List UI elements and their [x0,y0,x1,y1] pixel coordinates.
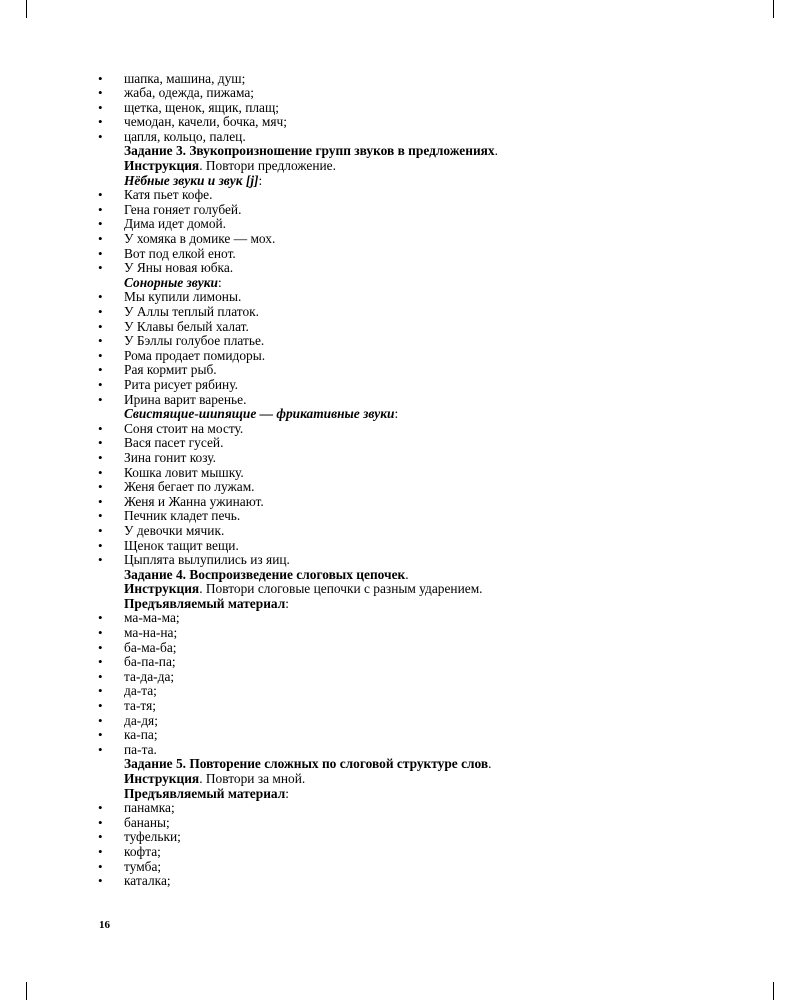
section-line [0,407,800,422]
list-item [0,334,800,349]
text-segment: туфельки; [124,829,181,845]
line-text [124,568,409,583]
line-text [124,363,217,378]
text-segment: Задание 5. Повторение сложных по слоговой структуре слов [124,756,489,772]
line-text [124,830,181,845]
line-text [124,393,246,408]
bullet-icon: • [98,128,103,144]
text-segment: Соня стоит на мосту. [124,420,244,436]
text-segment: Цыплята вылупились из яиц. [124,552,290,568]
bullet-icon: • [98,216,103,232]
list-item [0,830,800,845]
line-text [124,451,216,466]
list-item [0,422,800,437]
bullet-icon: • [98,464,103,480]
text-segment: та-да-да; [124,668,175,684]
text-segment: : [258,172,263,188]
section-line [0,159,800,174]
line-text [124,553,290,568]
line-text [124,320,249,335]
text-segment: тумба; [124,858,162,874]
bullet-icon: • [98,187,103,203]
page-content [0,72,800,889]
list-item [0,553,800,568]
text-segment: Ирина варит варенье. [124,391,247,407]
line-text [124,582,483,597]
text-segment: У Яны новая юбка. [124,260,234,276]
line-text [124,261,233,276]
line-text [124,247,236,262]
line-text [124,655,176,670]
text-segment: Женя бегает по лужам. [124,479,255,495]
section-line [0,144,800,159]
text-segment: Предъявляемый материал [124,785,286,801]
bullet-icon: • [98,99,103,115]
line-text [124,115,287,130]
text-segment: ма-ма-ма; [124,610,180,626]
bullet-icon: • [98,260,103,276]
line-text [124,72,245,87]
text-segment: ка-па; [124,727,158,743]
text-segment: У Бэллы голубое платье. [124,333,265,349]
list-item [0,349,800,364]
line-text [124,101,279,116]
bullet-icon: • [98,85,103,101]
list-item [0,305,800,320]
list-item [0,860,800,875]
line-text [124,276,222,291]
list-item [0,539,800,554]
line-text [124,305,259,320]
crop-mark-top-right [773,0,774,18]
text-segment: . Повтори предложение. [199,158,336,174]
line-text [124,874,171,889]
bullet-icon: • [98,493,103,509]
text-segment: Мы купили лимоны. [124,289,242,305]
text-segment: . Повтори слоговые цепочки с разным ударением. [199,581,483,597]
list-item [0,232,800,247]
line-text [124,495,264,510]
bullet-icon: • [98,712,103,728]
text-segment: ма-на-на; [124,625,178,641]
line-text [124,159,336,174]
line-text [124,597,289,612]
text-segment: па-та. [124,741,157,757]
line-text [124,407,398,422]
text-segment: Рая кормит рыб. [124,362,217,378]
bullet-icon: • [98,625,103,641]
list-item [0,436,800,451]
line-text [124,217,226,232]
line-text [124,728,158,743]
bullet-icon: • [98,727,103,743]
text-segment: Свистящие-шипящие — фрикативные звуки [124,406,395,422]
text-segment: Задание 4. Воспроизведение слоговых цепочек [124,566,406,582]
list-item [0,480,800,495]
list-item [0,874,800,889]
text-segment: : [217,274,222,290]
text-segment: Рома продает помидоры. [124,347,266,363]
list-item [0,247,800,262]
list-item [0,743,800,758]
text-segment: Печник кладет печь. [124,508,241,524]
bullet-icon: • [98,333,103,349]
list-item [0,188,800,203]
line-text [124,801,175,816]
bullet-icon: • [98,552,103,568]
text-segment: Женя и Жанна ужинают. [124,493,264,509]
section-line [0,787,800,802]
text-segment: Кошка ловит мышку. [124,464,244,480]
list-item [0,86,800,101]
text-segment: панамка; [124,800,175,816]
bullet-icon: • [98,231,103,247]
text-segment: Инструкция [124,581,200,597]
section-line [0,772,800,787]
section-line [0,568,800,583]
bullet-icon: • [98,347,103,363]
list-item [0,611,800,626]
line-text [124,509,240,524]
bullet-icon: • [98,668,103,684]
crop-mark-bottom-right [773,982,774,1000]
bullet-icon: • [98,70,103,86]
list-item [0,290,800,305]
section-line [0,276,800,291]
list-item [0,495,800,510]
list-item [0,261,800,276]
text-segment: да-та; [124,683,157,699]
bullet-icon: • [98,683,103,699]
bullet-icon: • [98,698,103,714]
line-text [124,334,264,349]
list-item [0,509,800,524]
line-text [124,378,238,393]
line-text [124,787,289,802]
text-segment: Зина гонит козу. [124,449,216,465]
text-segment: : [394,406,399,422]
list-item [0,801,800,816]
line-text [124,436,223,451]
bullet-icon: • [98,289,103,305]
list-item [0,699,800,714]
line-text [124,130,246,145]
text-segment: Щенок тащит вещи. [124,537,239,553]
text-segment: Гена гоняет голубей. [124,201,242,217]
bullet-icon: • [98,376,103,392]
crop-mark-top-left [26,0,27,18]
section-line [0,174,800,189]
line-text [124,757,492,772]
bullet-icon: • [98,318,103,334]
line-text [124,670,174,685]
text-segment: каталка; [124,873,171,889]
line-text [124,714,158,729]
bullet-icon: • [98,508,103,524]
line-text [124,772,305,787]
list-item [0,714,800,729]
text-segment: ба-па-па; [124,654,176,670]
list-item [0,363,800,378]
text-segment: Сонорные звуки [124,274,218,290]
bullet-icon: • [98,391,103,407]
text-segment: ба-ма-ба; [124,639,177,655]
line-text [124,699,156,714]
text-segment: кофта; [124,843,161,859]
list-item [0,378,800,393]
text-segment: У девочки мячик. [124,522,225,538]
bullet-icon: • [98,537,103,553]
text-segment: . [488,756,492,772]
line-text [124,684,157,699]
line-text [124,626,177,641]
crop-mark-bottom-left [26,982,27,1000]
text-segment: та-тя; [124,698,156,714]
bullet-icon: • [98,449,103,465]
bullet-icon: • [98,858,103,874]
text-segment: У Клавы белый халат. [124,318,249,334]
list-item [0,641,800,656]
text-segment: . [494,143,498,159]
text-segment: . [405,566,409,582]
line-text [124,203,241,218]
bullet-icon: • [98,435,103,451]
bullet-icon: • [98,245,103,261]
text-segment: шапка, машина, душ; [124,70,246,86]
list-item [0,655,800,670]
list-item [0,101,800,116]
text-segment: жаба, одежда, пижама; [124,85,254,101]
bullet-icon: • [98,873,103,889]
list-item [0,451,800,466]
text-segment: : [285,595,289,611]
bullet-icon: • [98,479,103,495]
line-text [124,845,161,860]
line-text [124,816,170,831]
line-text [124,743,157,758]
bullet-icon: • [98,654,103,670]
text-segment: щетка, щенок, ящик, плащ; [124,99,280,115]
list-item [0,393,800,408]
text-segment: чемодан, качели, бочка, мяч; [124,114,287,130]
text-segment: да-дя; [124,712,158,728]
text-segment: Инструкция [124,771,200,786]
bullet-icon: • [98,741,103,757]
list-item [0,524,800,539]
bullet-icon: • [98,829,103,845]
bullet-icon: • [98,420,103,436]
bullet-icon: • [98,304,103,319]
line-text [124,232,275,247]
text-segment: . Повтори за мной. [199,771,306,786]
text-segment: У Аллы теплый платок. [124,304,260,319]
bullet-icon: • [98,639,103,655]
line-text [124,290,241,305]
bullet-icon: • [98,362,103,378]
line-text [124,349,265,364]
list-item [0,845,800,860]
section-line [0,757,800,772]
list-item [0,320,800,335]
text-segment: Вот под елкой енот. [124,245,236,261]
list-item [0,217,800,232]
list-item [0,130,800,145]
line-text [124,524,224,539]
text-segment: Задание 3. Звукопроизношение групп звуков в предложениях [124,143,495,159]
line-text [124,480,255,495]
line-text [124,641,176,656]
section-line [0,597,800,612]
text-segment: Предъявляемый материал [124,595,286,611]
section-line [0,582,800,597]
list-item [0,626,800,641]
bullet-icon: • [98,800,103,816]
text-segment: : [285,785,289,801]
text-segment: бананы; [124,814,170,830]
list-item [0,728,800,743]
bullet-icon: • [98,522,103,538]
list-item [0,816,800,831]
line-text [124,144,498,159]
text-segment: Инструкция [124,158,200,174]
line-text [124,860,161,875]
line-text [124,188,212,203]
list-item [0,203,800,218]
bullet-icon: • [98,610,103,626]
list-item [0,670,800,685]
line-text [124,466,244,481]
line-text [124,611,180,626]
bullet-icon: • [98,114,103,130]
text-segment: Вася пасет гусей. [124,435,224,451]
line-text [124,174,262,189]
line-text [124,422,243,437]
page-number: 16 [99,919,110,931]
bullet-icon: • [98,814,103,830]
text-segment: цапля, кольцо, палец. [124,128,246,144]
line-text [124,86,254,101]
list-item [0,684,800,699]
text-segment: Катя пьет кофе. [124,187,213,203]
list-item [0,115,800,130]
text-segment: Рита рисует рябину. [124,376,238,392]
bullet-icon: • [98,843,103,859]
text-segment: У хомяка в домике — мох. [124,231,276,247]
list-item [0,466,800,481]
text-segment: Нёбные звуки и звук [j] [124,172,259,188]
text-segment: Дима идет домой. [124,216,227,232]
bullet-icon: • [98,201,103,217]
list-item [0,72,800,87]
line-text [124,539,239,554]
